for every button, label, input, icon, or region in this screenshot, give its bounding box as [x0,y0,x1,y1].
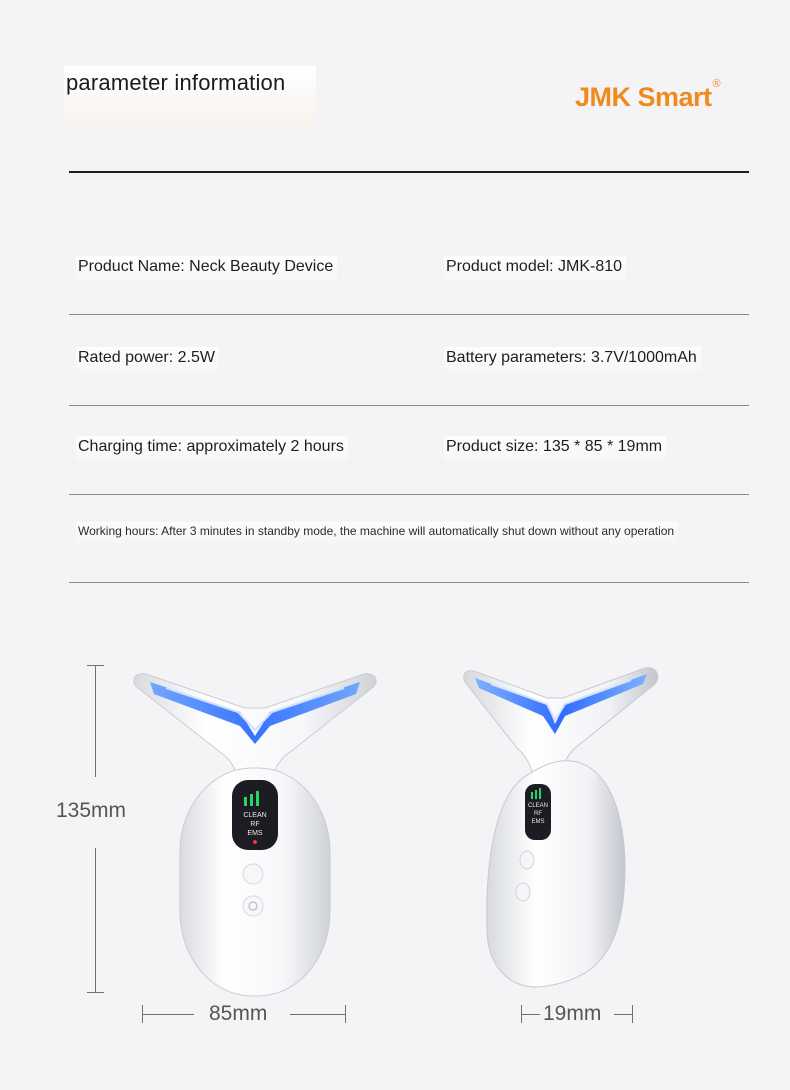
height-dimension-cap-top [87,665,104,666]
height-dimension-line-bottom [95,848,96,992]
param-product-name: Product Name: Neck Beauty Device [76,256,337,280]
row-divider [69,582,749,583]
width-dimension-cap-right [345,1005,346,1023]
depth-dimension-line-left [521,1014,540,1015]
param-rated-power: Rated power: 2.5W [76,347,219,371]
device-side-illustration [455,662,675,994]
height-label: 135mm [56,799,127,822]
row-divider [69,405,749,406]
display-label-clean: CLEAN [243,812,267,819]
working-hours-note: Working hours: After 3 minutes in standby mode, the machine will automatically shut down without any operation [76,522,678,544]
device-front-illustration [120,660,390,1000]
depth-dimension-cap-right [632,1005,633,1023]
brand-name: JMK Smart [575,82,712,112]
depth-label: 19mm [543,1002,602,1025]
side-display-label-rf: RF [534,811,542,817]
width-label: 85mm [209,1002,268,1025]
width-dimension-line-left [142,1014,194,1015]
display-label-rf: RF [250,821,260,828]
row-divider [69,494,749,495]
page-title: parameter information [64,66,316,128]
side-display-label-clean: CLEAN [527,803,549,809]
registered-mark: ® [712,78,721,90]
header-divider [69,171,749,173]
depth-dimension-line-right [614,1014,632,1015]
param-product-model: Product model: JMK-810 [444,256,626,280]
display-label-ems: EMS [247,830,263,837]
param-battery: Battery parameters: 3.7V/1000mAh [444,347,701,371]
height-dimension-cap-bottom [87,992,104,993]
brand-logo [575,78,721,113]
param-charging-time: Charging time: approximately 2 hours [76,436,348,460]
row-divider [69,314,749,315]
height-dimension-line-top [95,665,96,777]
side-display-label-ems: EMS [531,819,545,825]
param-product-size: Product size: 135 * 85 * 19mm [444,436,666,460]
width-dimension-line-right [290,1014,345,1015]
